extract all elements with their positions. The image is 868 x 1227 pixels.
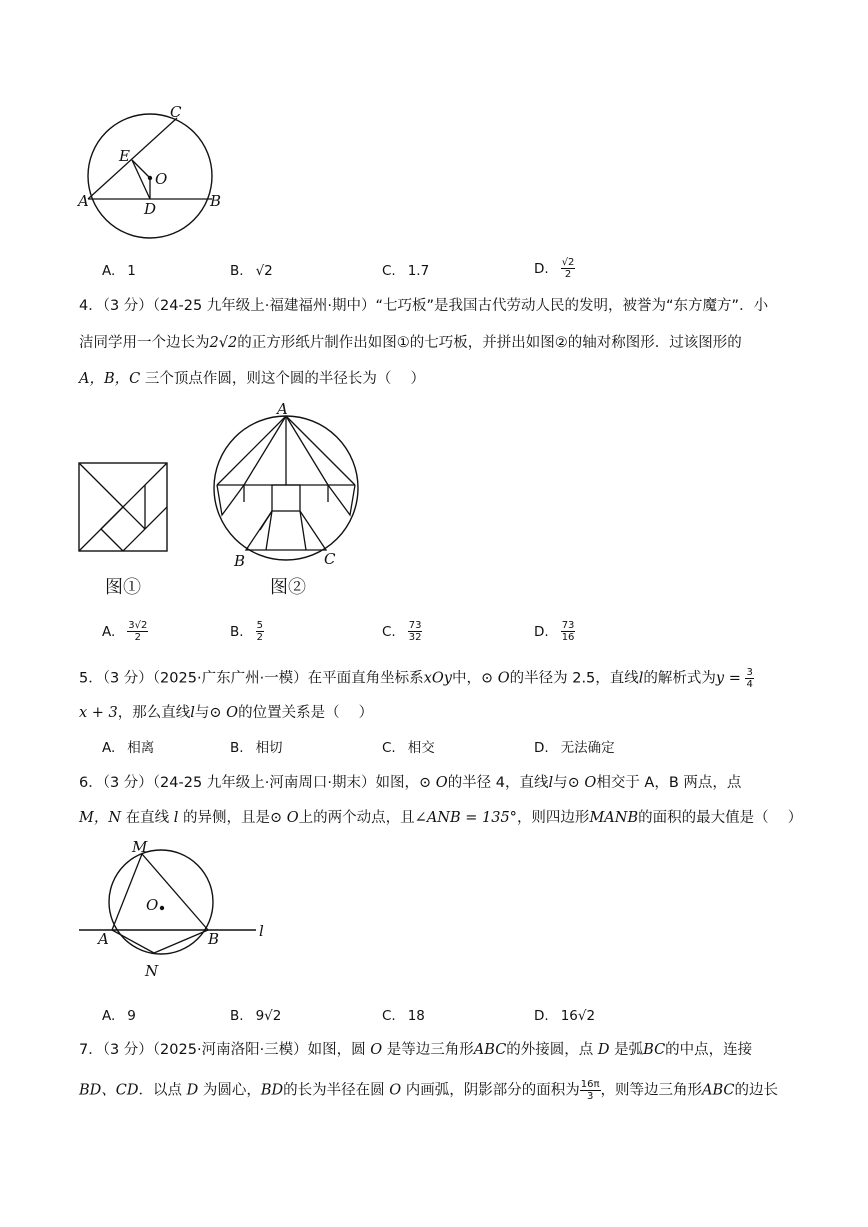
q4-line-1: 4．（3 分）（24-25 九年级上·福建福州·期中）“七巧板”是我国古代劳动人民的发明，被誉为“东方魔方”．小	[79, 298, 769, 314]
q4-roof-inner-right	[286, 416, 328, 485]
q4-figure-2	[204, 400, 374, 572]
tangram-line	[101, 507, 123, 529]
q4-right-wing	[328, 485, 355, 515]
tangram-line	[123, 507, 145, 529]
q6-label-a: A	[98, 930, 109, 948]
q3-figure	[74, 100, 234, 250]
q4-figure-1	[76, 460, 172, 556]
q4-figure-1-caption: 图①	[105, 577, 141, 598]
q6-label-l: l	[259, 922, 264, 940]
q6-label-m: M	[132, 840, 148, 856]
q4-figure-2-caption: 图②	[270, 577, 306, 598]
q4-label-b: B	[234, 552, 246, 570]
q4-line-2: 洁同学用一个边长为2√2的正方形纸片制作出如图①的七巧板，并拼出如图②的轴对称图形．过该图形的	[79, 335, 742, 351]
q3-center-point	[148, 176, 152, 180]
q6-option-b: B. 9√2	[230, 1008, 282, 1024]
q5-option-d: D. 无法确定	[534, 740, 615, 756]
q4-option-a: A. $\frac{3√2}{2}$	[102, 620, 148, 643]
q4-label-c: C	[324, 550, 336, 568]
q4-option-b: B. $\frac{5}{2}$	[230, 620, 263, 643]
q4-leg-inner	[300, 511, 306, 550]
q3-label-d: D	[144, 200, 157, 218]
q4-option-c: C. $\frac{73}{32}$	[382, 620, 422, 643]
q6-option-a: A. 9	[102, 1008, 136, 1024]
q6-label-n: N	[145, 962, 159, 980]
q6-circle	[109, 850, 213, 954]
q4-label-a: A	[277, 400, 288, 418]
q3-label-e: E	[119, 147, 130, 165]
q6-line-2: M，N 在直线 l 的异侧，且是⊙ O上的两个动点，且∠ANB = 135°，则四边形MANB的面积的最大值是（ ）	[79, 810, 803, 826]
q4-roof-left	[217, 416, 286, 485]
q4-legs	[246, 511, 326, 550]
q5-option-c: C. 相交	[382, 740, 435, 756]
q3-option-c: C. 1.7	[382, 263, 430, 279]
q6-triangle-mab	[112, 854, 208, 930]
q6-option-c: C. 18	[382, 1008, 425, 1024]
q7-line-2: BD、CD．以点 D 为圆心，BD的长为半径在圆 O 内画弧，阴影部分的面积为 $\frac{16\pi}{3}$ ，则等边三角形ABC的边长	[79, 1079, 778, 1102]
q4-left-wing	[217, 485, 244, 515]
q3-label-b: B	[210, 192, 222, 210]
q4-line-3: A，B，C 三个顶点作圆，则这个圆的半径长为（ ）	[79, 371, 425, 387]
q4-center-square	[272, 485, 300, 511]
tangram-line	[101, 529, 123, 551]
q3-segment-ed	[132, 160, 150, 199]
q5-line-2: x + 3，那么直线l与⊙ O的位置关系是（ ）	[79, 705, 374, 721]
tangram-diagonal	[79, 463, 123, 507]
q5-option-a: A. 相离	[102, 740, 155, 756]
q7-line-1: 7．（3 分）（2025·河南洛阳·三模）如图，圆 O 是等边三角形ABC的外接圆，点 D 是弧BC的中点，连接	[79, 1042, 753, 1058]
q5-line-1: 5．（3 分）（2025·广东广州·一模）在平面直角坐标系xOy中，⊙ O的半径为 2.5，直线l的解析式为y = $\frac{3}{4}$	[79, 667, 753, 690]
q6-figure	[76, 840, 276, 985]
q3-label-a: A	[78, 192, 89, 210]
q3-segment-eo	[132, 160, 150, 178]
q6-label-o: O	[146, 896, 159, 914]
q3-option-d: D. $\frac{√2}{2}$	[534, 257, 575, 280]
q5-option-b: B. 相切	[230, 740, 283, 756]
q4-option-d: D. $\frac{73}{16}$	[534, 620, 575, 643]
q6-center-point	[160, 906, 164, 910]
q3-option-a: A. 1	[102, 263, 136, 279]
q3-option-b: B. √2	[230, 263, 273, 279]
q4-roof-right	[286, 416, 355, 485]
q6-label-b: B	[208, 930, 220, 948]
q6-option-d: D. 16√2	[534, 1008, 596, 1024]
q6-line-1: 6．（3 分）（24-25 九年级上·河南周口·期末）如图，⊙ O的半径 4，直线l与⊙ O相交于 A，B 两点，点	[79, 775, 742, 791]
q3-label-c: C	[170, 103, 182, 121]
q3-label-o: O	[155, 170, 168, 188]
q4-roof-inner-left	[244, 416, 286, 485]
